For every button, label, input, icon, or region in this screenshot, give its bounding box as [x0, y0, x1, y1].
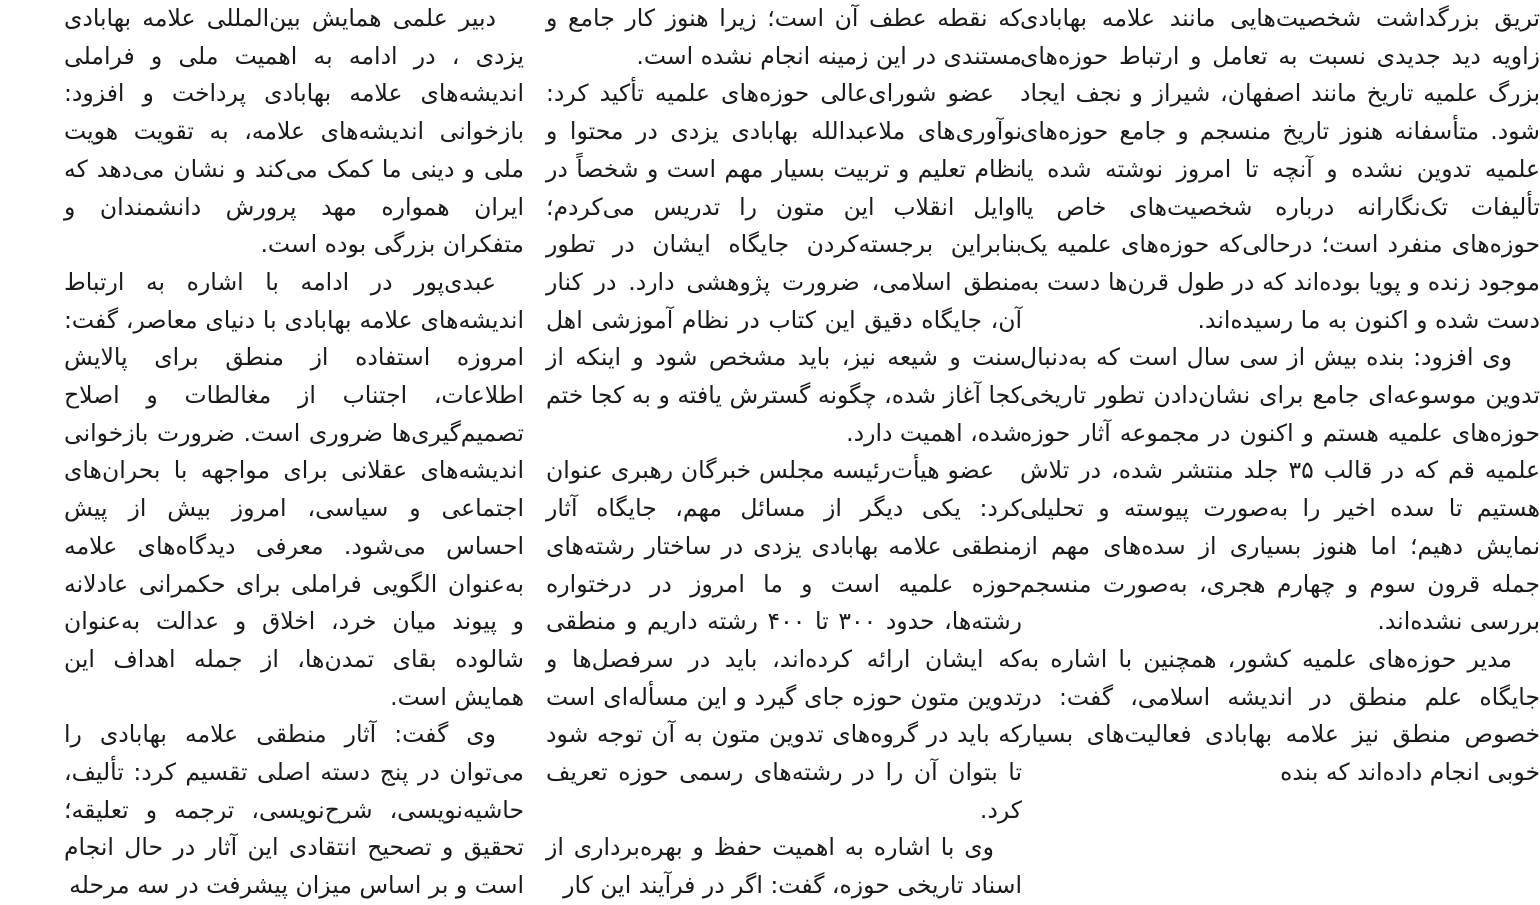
right-paragraph-3: مدیر حوزه‌های علمیه کشور، همچنین با اشاره به جایگاه علم منطق در اندیشه اسلامی، گفت: در خصوص منطق نیز علامه بهابادی فعالیت‌های بسیار خوبی انجام داده‌اند که بنده [1020, 644, 1540, 787]
middle-paragraph-4: وی با اشاره به اهمیت حفظ و بهره‌برداری از اسناد تاریخی حوزه، گفت: اگر در فرآیند این کار [546, 833, 1022, 900]
right-column [1020, 0, 1540, 792]
right-column-clip [980, 0, 1540, 861]
left-column [64, 0, 524, 905]
left-paragraph-1: دبیر علمی همایش بین‌المللی علامه بهابادی یزدی ، در ادامه به اهمیت ملی و فراملی اندیشه‌های علامه بهابادی پرداخت و افزود: بازخوانی اندیشه‌های علامه، به تقویت هویت ملی و دینی ما کمک می‌کند و نشان می‌دهد که ایران همواره مهد پرورش دانشمندان و متفکران بزرگی بوده است. [64, 4, 524, 259]
middle-column [546, 0, 1022, 905]
left-paragraph-2: عبدی‌پور در ادامه با اشاره به ارتباط اندیشه‌های علامه بهابادی با دنیای معاصر، گفت: امروزه استفاده از منطق برای پالایش اطلاعات، اجتناب از مغالطات و اصلاح تصمیم‌گیری‌ها ضروری است. ضرورت بازخوانی اندیشه‌های عقلانی برای مواجهه با بحران‌های اجتماعی و سیاسی، امروز بیش از پیش احساس می‌شود. معرفی دیدگاه‌های علامه به‌عنوان الگویی فراملی برای حکمرانی عادلانه و پیوند میان خرد، اخلاق و عدالت به‌عنوان شالوده بقای تمدن‌ها، از جمله اهداف این همایش است. [64, 267, 524, 711]
middle-paragraph-3: عضو هیأت‌رئیسه مجلس خبرگان رهبری عنوان کرد: یکی دیگر از مسائل مهم، جایگاه آثار منطقی علامه بهابادی یزدی در ساختار رشته‌های حوزه علمیه است و ما امروز در درختواره رشته‌ها، حدود ۳۰۰ تا ۴۰۰ رشته داریم و منطقی که ایشان ارائه کرده‌اند، باید در سرفصل‌ها و تدوین متون حوزه جای گیرد و این مسأله‌ای است که باید در گروه‌های تدوین متون به آن توجه شود تا بتوان آن را در رشته‌های رسمی حوزه تعریف کرد. [546, 456, 1023, 824]
right-paragraph-2: وی افزود: بنده بیش از سی سال است که به‌دنبال تدوین موسوعه‌ای جامع برای نشان‌دادن تطور تاریخی حوزه‌های علمیه هستم و اکنون در مجموعه آثار حوزه علمیه قم که در قالب ۳۵ جلد منتشر شده، در تلاش هستیم تا سده اخیر را به‌صورت پیوسته و تحلیلی نمایش دهیم؛ اما هنوز بسیاری از سده‌های مهم از جمله قرون سوم و چهارم هجری، به‌صورت منسجم بررسی نشده‌اند. [1020, 343, 1540, 636]
middle-paragraph-1: که نقطه عطف آن است؛ زیرا هنوز کار جامع و مستندی در این زمینه انجام نشده است. [546, 4, 1022, 70]
left-paragraph-3: وی گفت: آثار منطقی علامه بهابادی را می‌توان در پنج دسته اصلی تقسیم کرد: تألیف، حاشیه‌نویسی، شرح‌نویسی، ترجمه و تعلیقه؛ تحقیق و تصحیح انتقادی این آثار در حال انجام است و بر اساس میزان پیشرفت در سه مرحله [64, 720, 524, 900]
right-paragraph-1: تریق بزرگداشت شخصیت‌هایی مانند علامه بهابادی زاویه دید جدیدی نسبت به تعامل و ارتباط حوزه‌های بزرگ علمیه تاریخ مانند اصفهان، شیراز و نجف ایجاد شود. متأسفانه هنوز تاریخ منسجم و جامع حوزه‌های علمیه تدوین نشده و آنچه تا امروز نوشته شده یا تألیفات تک‌نگارانه درباره شخصیت‌های خاص یا حوزه‌های منفرد است؛ درحالی‌که حوزه‌های علمیه یک موجود زنده و پویا بوده‌اند که در طول قرن‌ها دست به دست شده و اکنون به ما رسیده‌اند. [1020, 4, 1540, 334]
middle-paragraph-2: عضو شورای‌عالی حوزه‌های علمیه تأکید کرد: نوآوری‌های ملاعبدالله بهابادی یزدی در محتوا و نظام تعلیم و تربیت بسیار مهم است و شخصاً در اوایل انقلاب این متون را تدریس می‌کردم؛ بنابراین برجسته‌کردن جایگاه ایشان در تطور منطق اسلامی، ضرورت پژوهشی دارد. در کنار آن، جایگاه دقیق این کتاب در نظام آموزشی اهل سنت و شیعه نیز، باید مشخص شود و اینکه از کجا آغاز شده، چگونه گسترش یافته و به کجا ختم شده، اهمیت دارد. [546, 79, 1022, 447]
